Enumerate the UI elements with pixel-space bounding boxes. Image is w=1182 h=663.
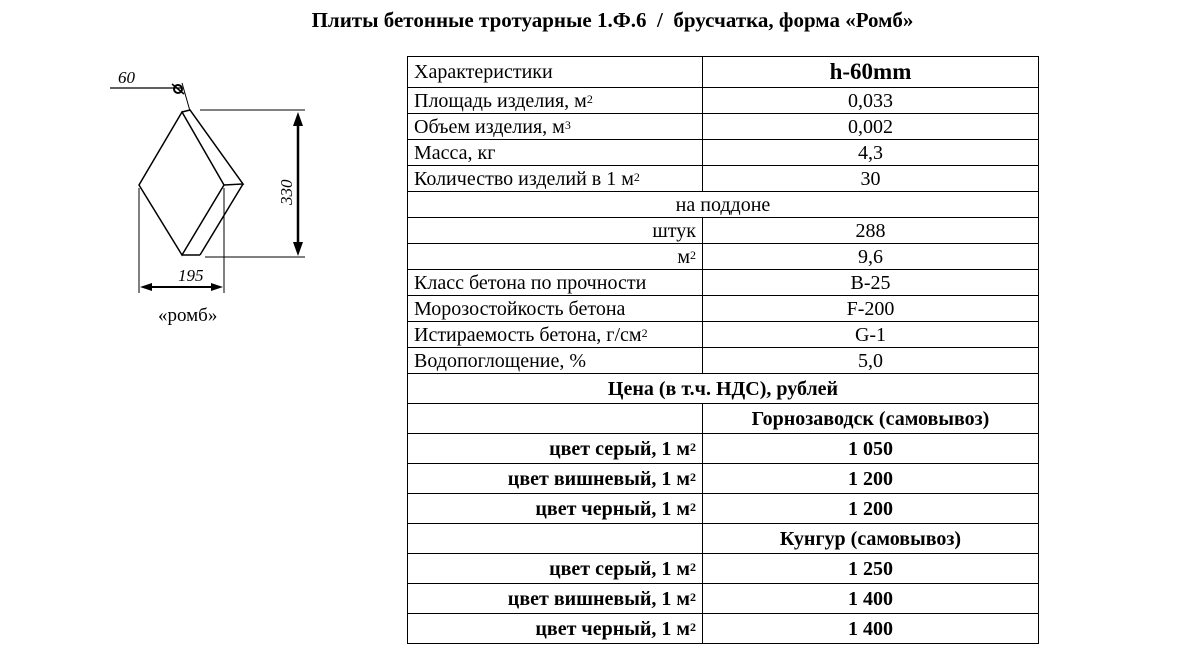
empty-cell xyxy=(408,524,703,554)
price-row-label-sup: 2 xyxy=(690,499,696,514)
table-header-row xyxy=(408,57,1039,88)
price-row xyxy=(408,584,1039,614)
price-row-value-text: 1 200 xyxy=(848,497,893,520)
table-row xyxy=(408,270,1039,296)
price-row-value-text: 1 200 xyxy=(848,467,893,490)
table-row-label-text: Масса, кг xyxy=(414,141,496,164)
location-name xyxy=(703,524,1039,554)
table-row-value xyxy=(703,322,1039,348)
table-row-label xyxy=(408,88,703,114)
table-row-label-text: Площадь изделия, м xyxy=(414,89,587,112)
pallet-row xyxy=(408,218,1039,244)
table-row-value-text: 4,3 xyxy=(858,141,883,164)
table-row-label-text: Водопоглощение, % xyxy=(414,349,587,372)
price-row-value xyxy=(703,554,1039,584)
price-row xyxy=(408,554,1039,584)
table-row-label xyxy=(408,270,703,296)
pallet-row-value-text: 288 xyxy=(855,219,886,242)
price-row-value-text: 1 250 xyxy=(848,557,893,580)
dim-width-label: 195 xyxy=(178,266,204,285)
price-row-label-text: цвет черный, 1 м xyxy=(535,497,690,520)
pallet-row-label-text: штук xyxy=(652,219,696,242)
price-row-value-text: 1 400 xyxy=(848,617,893,640)
table-row-value xyxy=(703,296,1039,322)
price-row-value xyxy=(703,584,1039,614)
pallet-header-row-cell xyxy=(408,192,1039,218)
table-row-label xyxy=(408,322,703,348)
table-row-value-text: F-200 xyxy=(846,297,895,320)
price-row xyxy=(408,494,1039,524)
price-row xyxy=(408,464,1039,494)
rhombus-tile-drawing xyxy=(100,60,340,340)
header-value: h-60mm xyxy=(703,57,1039,88)
pallet-header-row-cell-text: на поддоне xyxy=(675,193,771,216)
dim-height-label: 330 xyxy=(277,179,296,205)
price-row xyxy=(408,614,1039,644)
header-label: Характеристики xyxy=(408,57,703,88)
table-row xyxy=(408,296,1039,322)
price-row-label-text: цвет вишневый, 1 м xyxy=(507,587,690,610)
empty-cell xyxy=(408,404,703,434)
price-row-value xyxy=(703,614,1039,644)
table-row xyxy=(408,166,1039,192)
table-row-value xyxy=(703,348,1039,374)
location-name-text: Кунгур (самовывоз) xyxy=(779,527,962,550)
table-row xyxy=(408,140,1039,166)
price-row-label xyxy=(408,584,703,614)
location-row xyxy=(408,524,1039,554)
pallet-row-label xyxy=(408,218,703,244)
location-name xyxy=(703,404,1039,434)
price-row-label xyxy=(408,434,703,464)
table-row-value xyxy=(703,114,1039,140)
pallet-row-value xyxy=(703,244,1039,270)
table-row-label xyxy=(408,166,703,192)
price-row-label-text: цвет серый, 1 м xyxy=(549,557,690,580)
location-name-text: Горнозаводск (самовывоз) xyxy=(751,407,990,430)
table-row-label xyxy=(408,114,703,140)
table-row-label-text: Количество изделий в 1 м xyxy=(414,167,634,190)
price-row-label xyxy=(408,614,703,644)
table-row-label-sup: 3 xyxy=(564,117,571,132)
pallet-row-value-text: 9,6 xyxy=(858,245,883,268)
price-header-row-cell xyxy=(408,374,1039,404)
pallet-row-label xyxy=(408,244,703,270)
table-row-label xyxy=(408,140,703,166)
price-row-label-sup: 2 xyxy=(690,589,696,604)
table-row-value xyxy=(703,88,1039,114)
table-row-label xyxy=(408,296,703,322)
price-header-row-cell-text: Цена (в т.ч. НДС), рублей xyxy=(607,377,839,400)
pallet-row-label-sup: 2 xyxy=(690,247,696,262)
table-row xyxy=(408,88,1039,114)
spec-table xyxy=(407,56,1039,644)
price-row xyxy=(408,434,1039,464)
price-row-label xyxy=(408,494,703,524)
table-row-value xyxy=(703,166,1039,192)
table-row xyxy=(408,348,1039,374)
price-row-value xyxy=(703,464,1039,494)
price-header-row xyxy=(408,374,1039,404)
price-row-label-text: цвет вишневый, 1 м xyxy=(507,467,690,490)
pallet-row xyxy=(408,244,1039,270)
table-row-value-text: 30 xyxy=(860,167,881,190)
table-row-value-text: 5,0 xyxy=(858,349,883,372)
table-row-label-text: Истираемость бетона, г/см xyxy=(414,323,642,346)
table-row-value xyxy=(703,140,1039,166)
page-title: Плиты бетонные тротуарные 1.Ф.6 / брусчатка, форма «Ромб» xyxy=(311,8,914,32)
price-row-label xyxy=(408,464,703,494)
price-row-value-text: 1 050 xyxy=(848,437,893,460)
table-row-label-sup: 2 xyxy=(641,325,648,340)
price-row-value xyxy=(703,494,1039,524)
location-row xyxy=(408,404,1039,434)
price-row-label xyxy=(408,554,703,584)
pallet-header-row xyxy=(408,192,1039,218)
price-row-label-sup: 2 xyxy=(690,469,696,484)
table-row-value-text: B-25 xyxy=(850,271,891,294)
price-row-label-sup: 2 xyxy=(690,559,696,574)
table-row xyxy=(408,322,1039,348)
table-row-label-text: Объем изделия, м xyxy=(414,115,565,138)
table-row-label-text: Морозостойкость бетона xyxy=(414,297,626,320)
pallet-row-label-text: м xyxy=(677,245,690,268)
pallet-row-value xyxy=(703,218,1039,244)
price-row-label-text: цвет серый, 1 м xyxy=(549,437,690,460)
table-row-label-sup: 2 xyxy=(633,169,640,184)
table-row-value-text: 0,033 xyxy=(848,89,893,112)
drawing-caption: «ромб» xyxy=(158,305,218,326)
price-row-label-sup: 2 xyxy=(690,619,696,634)
table-row-value-text: G-1 xyxy=(854,323,887,346)
price-row-value-text: 1 400 xyxy=(848,587,893,610)
table-row xyxy=(408,114,1039,140)
table-row-label-text: Класс бетона по прочности xyxy=(414,271,647,294)
price-row-label-sup: 2 xyxy=(690,439,696,454)
dim-thickness-label: 60 xyxy=(118,68,135,87)
price-row-value xyxy=(703,434,1039,464)
table-row-value xyxy=(703,270,1039,296)
table-row-label-sup: 2 xyxy=(586,91,593,106)
table-row-value-text: 0,002 xyxy=(848,115,893,138)
table-row-label xyxy=(408,348,703,374)
price-row-label-text: цвет черный, 1 м xyxy=(535,617,690,640)
